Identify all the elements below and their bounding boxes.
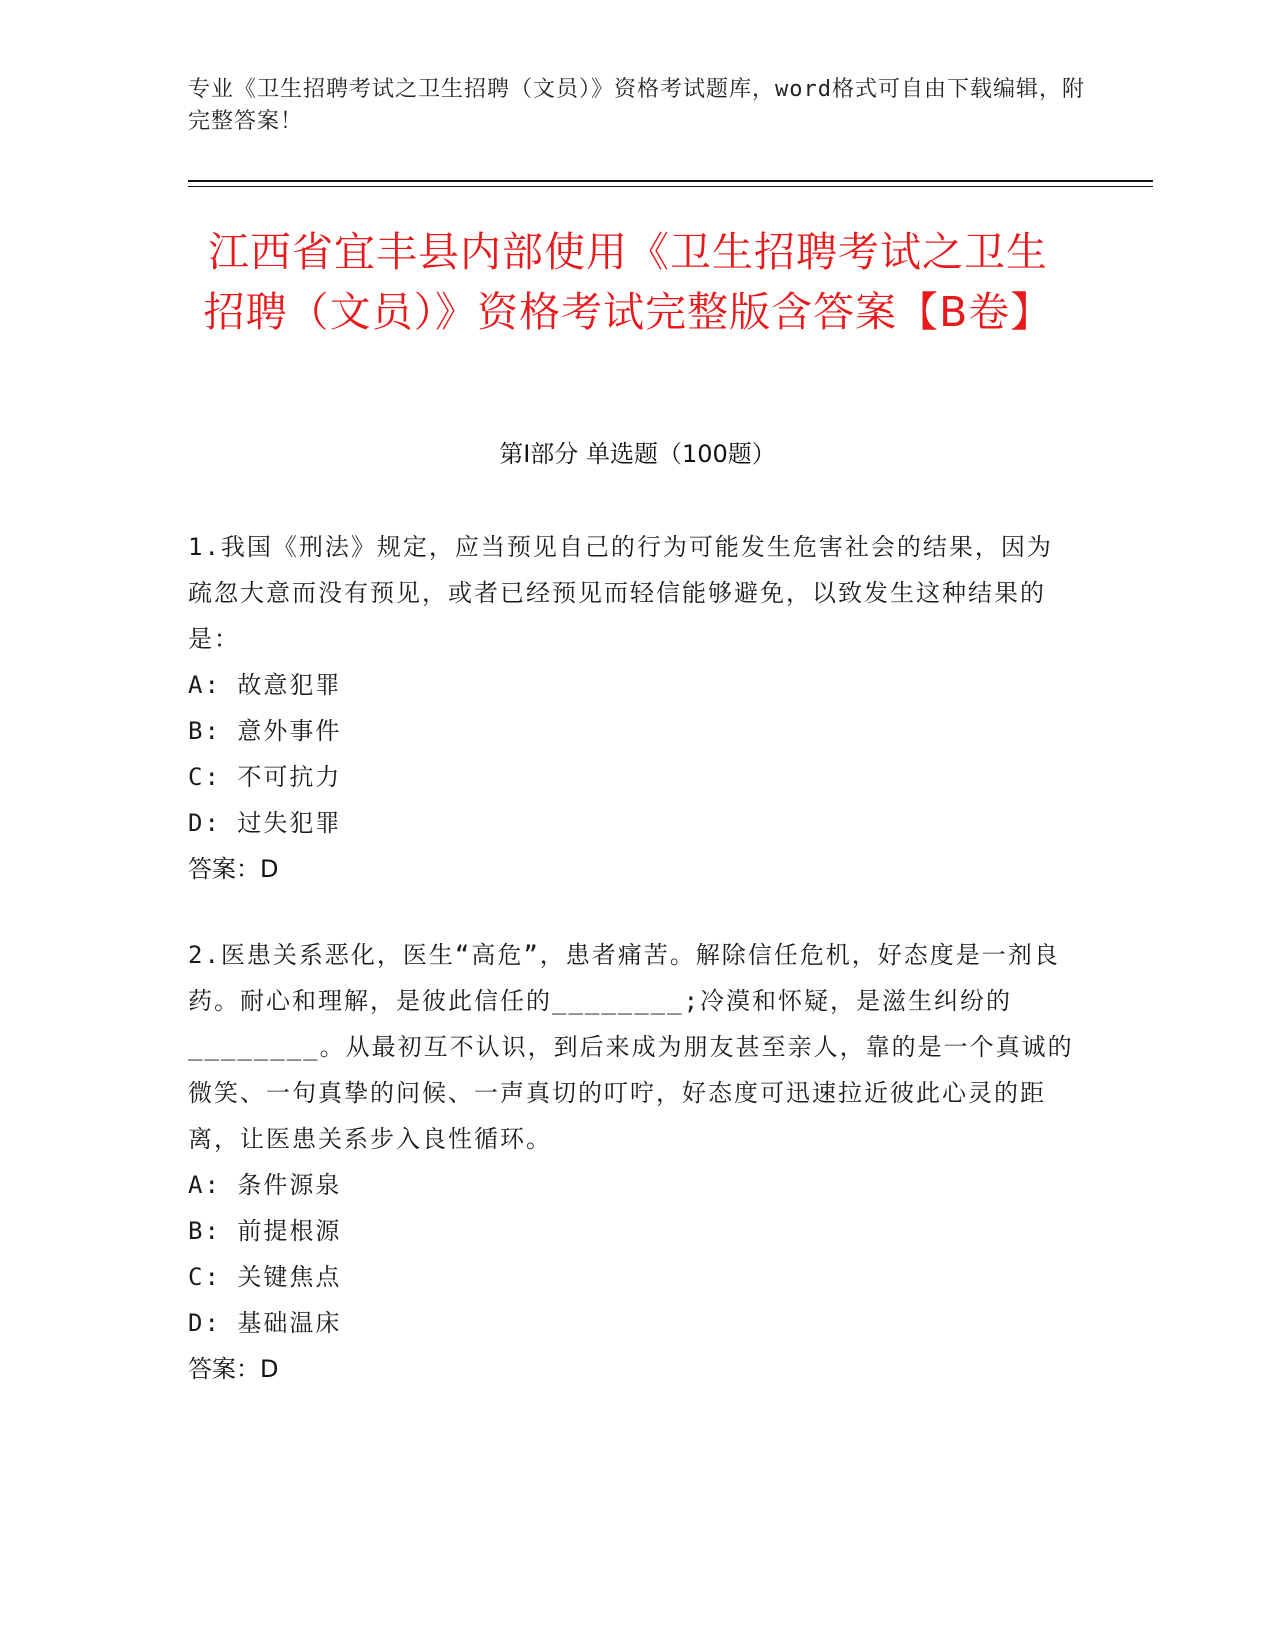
question-1 bbox=[188, 524, 1078, 892]
question-stem: 1.我国《刑法》规定，应当预见自己的行为可能发生危害社会的结果，因为疏忽大意而没有预见，或者已经预见而轻信能够避免，以致发生这种结果的是： bbox=[188, 533, 1053, 653]
answer: 答案：D bbox=[188, 855, 279, 883]
question-2 bbox=[188, 932, 1078, 1392]
option-d: D: 过失犯罪 bbox=[188, 809, 342, 837]
answer: 答案：D bbox=[188, 1355, 279, 1383]
option-c: C: 关键焦点 bbox=[188, 1263, 342, 1291]
option-d: D: 基础温床 bbox=[188, 1309, 342, 1337]
header-divider bbox=[188, 180, 1153, 182]
section-title: 第I部分 单选题（100题） bbox=[499, 440, 776, 468]
option-c: C: 不可抗力 bbox=[188, 763, 342, 791]
header-divider-thin bbox=[188, 186, 1153, 187]
document-title: 江西省宜丰县内部使用《卫生招聘考试之卫生招聘（文员）》资格考试完整版含答案【B卷】 bbox=[203, 228, 1053, 336]
option-a: A: 条件源泉 bbox=[188, 1171, 342, 1199]
option-b: B: 意外事件 bbox=[188, 717, 342, 745]
header-note: 专业《卫生招聘考试之卫生招聘（文员）》资格考试题库，word格式可自由下载编辑，附完整答案！ bbox=[188, 77, 1085, 134]
option-a: A: 故意犯罪 bbox=[188, 671, 342, 699]
option-b: B: 前提根源 bbox=[188, 1217, 342, 1245]
question-stem: 2.医患关系恶化，医生“高危”，患者痛苦。解除信任危机，好态度是一剂良药。耐心和理解，是彼此信任的________;冷漠和怀疑，是滋生纠纷的________。从最初互不认识，到后来成为朋友甚至亲人，靠的是一个真诚的微笑、一句真挚的问候、一声真切的叮咛，好态度可迅速拉近彼此心灵的距离，让医患关系步入良性循环。 bbox=[188, 941, 1074, 1153]
